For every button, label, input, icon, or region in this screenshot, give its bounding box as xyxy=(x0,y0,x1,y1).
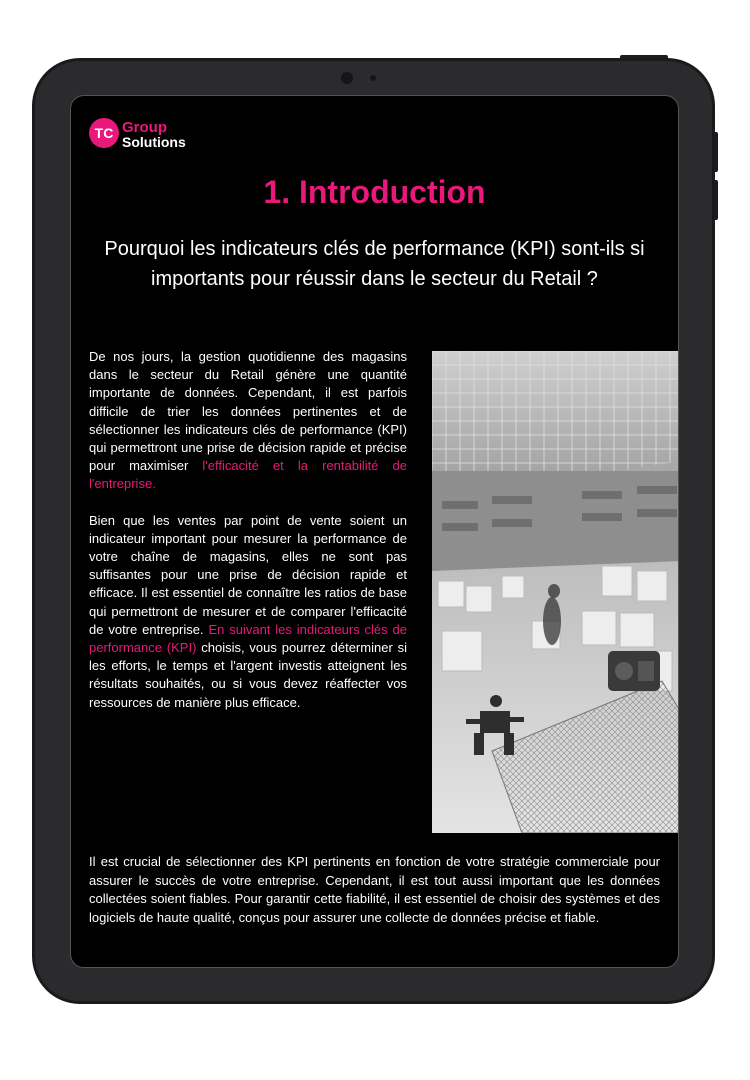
logo-badge: TC xyxy=(89,118,119,148)
store-photo xyxy=(432,351,679,833)
paragraph-3: Il est crucial de sélectionner des KPI pertinents en fonction de votre stratégie commerciale pour assurer le succès de votre entreprise. Cependant, il est tout aussi important que les données collectées soient fiables. Pour garantir cette fiabilité, il est essentiel de choisir des systèmes et des logiciels de haute qualité, conçus pour assurer une collecte de données précise et fiable. xyxy=(89,854,660,925)
paragraph-1-highlight: l'efficacité et la rentabilité de l'entreprise. xyxy=(89,458,407,492)
logo-word-group: Group xyxy=(122,119,167,136)
paragraph-2-text-after: choisis, vous pourrez déterminer si les efforts, le temps et l'argent investis atteignent les résultats souhaités, ou si vous devez réaffecter vos ressources de manière plus efficace. xyxy=(89,640,407,710)
paragraph-2 xyxy=(89,512,407,712)
logo-word-solutions: Solutions xyxy=(122,134,186,150)
tablet-screen xyxy=(70,95,679,968)
logo-text xyxy=(122,120,186,150)
paragraph-2-text-before: Bien que les ventes par point de vente soient un indicateur important pour mesurer la performance de votre chaîne de magasins, elles ne sont pas suffisantes pour une prise de décision rapide et efficace. Il est essentiel de connaître les ratios de base qui permettront de mesurer et de comparer l'efficacité de votre entreprise. xyxy=(89,512,407,637)
paragraph-2-highlight: En suivant les indicateurs clés de performance (KPI) xyxy=(89,621,407,656)
paragraph-1-text: De nos jours, la gestion quotidienne des magasins dans le secteur du Retail génère une quantité importante de données. Cependant, il est parfois difficile de trier les données pertinentes et de sélectionner les indicateurs clés de performance (KPI) qui permettront une prise de décision rapide et précise pour maximiser xyxy=(89,349,407,474)
camera-icon xyxy=(341,72,353,84)
page-title: 1. Introduction xyxy=(263,174,486,210)
page-subtitle: Pourquoi les indicateurs clés de performance (KPI) sont-ils si importants pour réussir dans le secteur du Retail ? xyxy=(104,238,645,290)
text-column xyxy=(89,348,407,730)
sensor-dot xyxy=(370,75,376,81)
company-logo[interactable] xyxy=(89,118,186,150)
paragraph-1 xyxy=(89,348,407,494)
